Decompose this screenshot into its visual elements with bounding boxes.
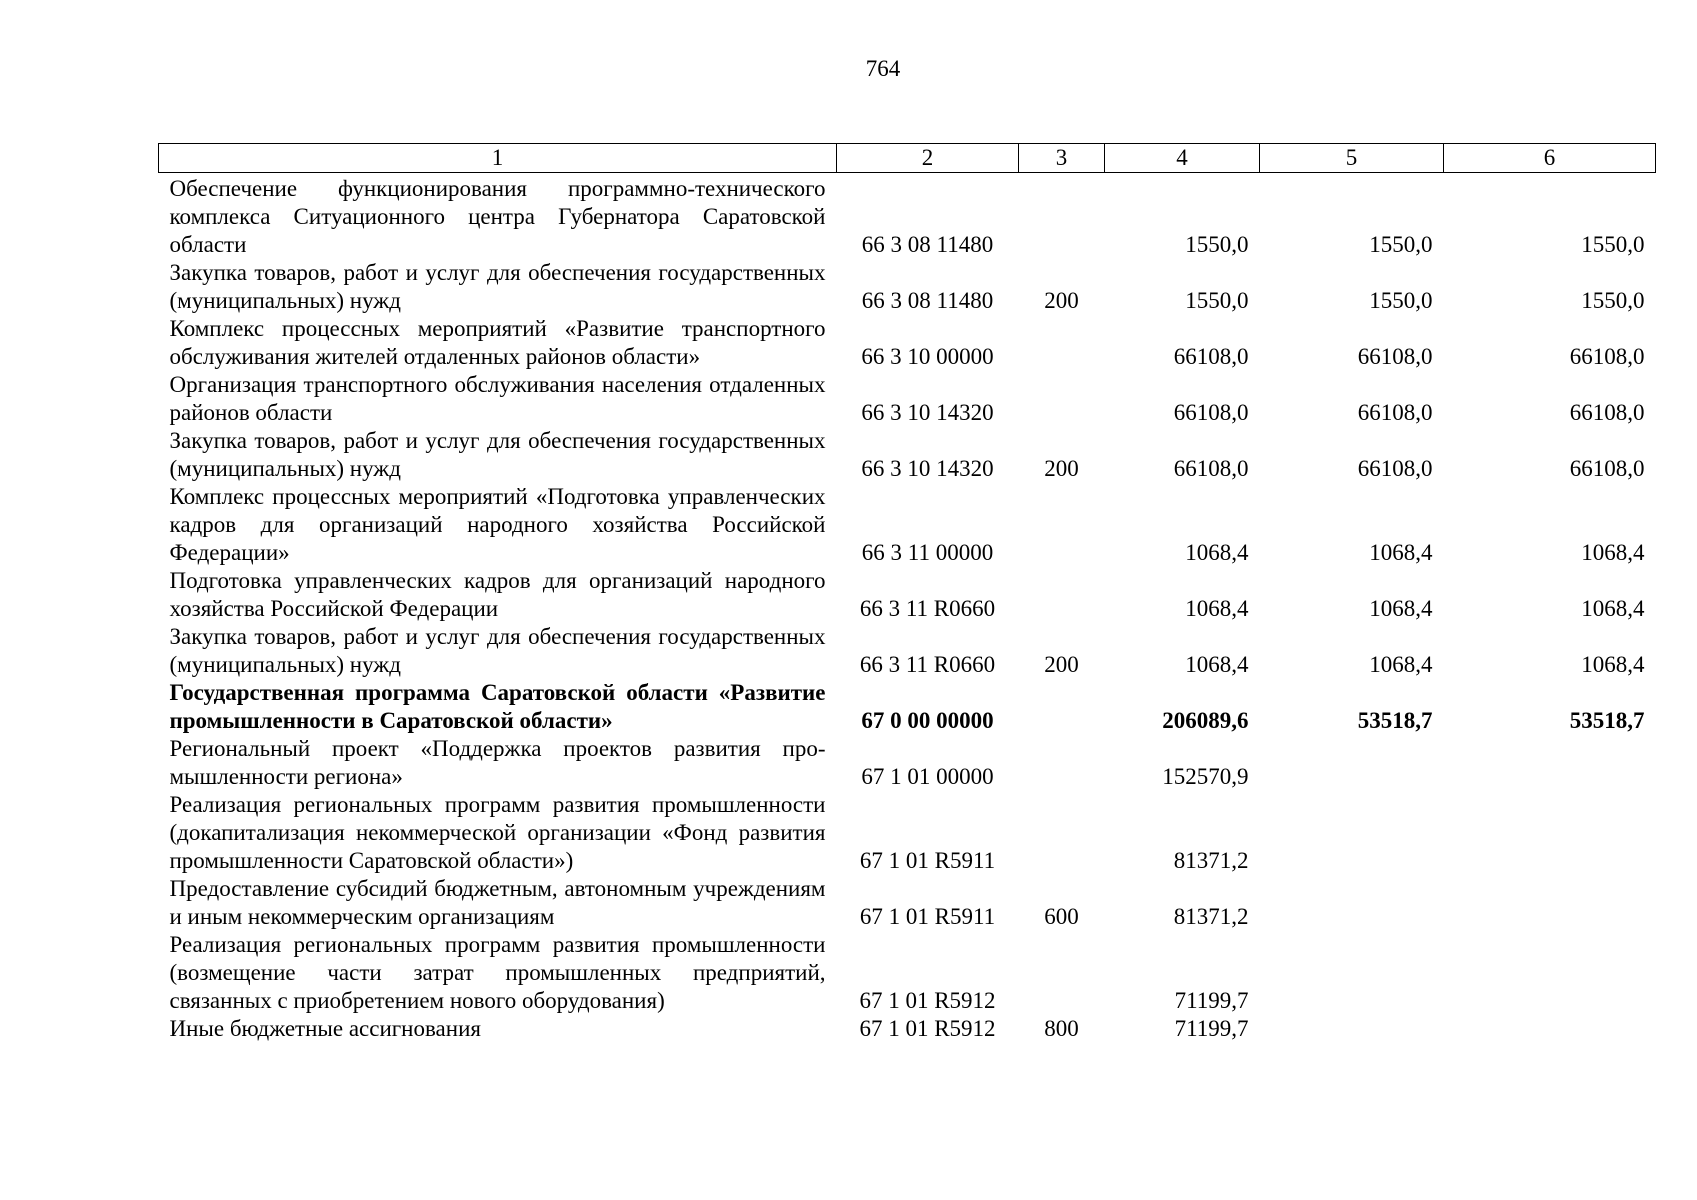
row-value-col6: 66108,0 [1569, 400, 1645, 425]
row-value-col6 [1444, 931, 1656, 1015]
row-expense-type: 800 [1044, 1016, 1079, 1041]
row-value-col4: 66108,0 [1173, 456, 1249, 481]
table-row [159, 173, 1656, 260]
table-row [159, 931, 1656, 1015]
row-value-col4: 206089,6 [1162, 708, 1249, 733]
row-code: 67 1 01 R5911 [859, 904, 996, 929]
table-row [159, 679, 1656, 735]
row-code: 67 1 01 R5912 [859, 988, 996, 1013]
row-name: Реализация региональных программ развития промышленности (возмещение части затрат промышленных предприятий, связанных с приобретением нового оборудования) [169, 932, 826, 1013]
row-value-col5: 66108,0 [1357, 400, 1433, 425]
row-expense-type: 200 [1044, 456, 1079, 481]
table-row [159, 567, 1656, 623]
row-code: 66 3 10 00000 [861, 344, 994, 369]
row-code: 67 1 01 R5911 [859, 848, 996, 873]
column-header: 3 [1019, 144, 1105, 173]
row-value-col5: 1550,0 [1369, 288, 1433, 313]
column-header: 2 [837, 144, 1019, 173]
table-row [159, 483, 1656, 567]
row-code: 66 3 11 R0660 [859, 596, 996, 621]
row-value-col5 [1260, 1015, 1444, 1043]
row-value-col6: 1068,4 [1581, 596, 1645, 621]
row-name: Обеспечение функционирования программно-технического комплекса Ситуационного центра Губернатора Саратовской области [169, 176, 826, 257]
row-expense-type [1019, 735, 1105, 791]
row-value-col4: 81371,2 [1173, 904, 1249, 929]
row-value-col6 [1444, 875, 1656, 931]
row-name: Организация транспортного обслуживания населения отдаленных районов области [169, 372, 826, 425]
row-name: Закупка товаров, работ и услуг для обеспечения государственных (муниципальных) нужд [169, 260, 826, 313]
table-row [159, 735, 1656, 791]
table-row [159, 427, 1656, 483]
row-value-col5: 1068,4 [1369, 652, 1433, 677]
row-expense-type [1019, 679, 1105, 735]
row-value-col6: 1068,4 [1581, 540, 1645, 565]
table-row [159, 1015, 1656, 1043]
row-expense-type [1019, 483, 1105, 567]
row-name: Реализация региональных программ развития промышленности (докапитализация некоммерческой организации «Фонд развития промышленности Саратовской области») [169, 792, 826, 873]
row-value-col5: 66108,0 [1357, 456, 1433, 481]
row-value-col4: 1068,4 [1185, 596, 1249, 621]
row-code: 67 1 01 R5912 [859, 1016, 996, 1041]
row-name: Предоставление субсидий бюджетным, автономным учреждениям и иным некоммерческим организациям [169, 876, 826, 929]
row-expense-type [1019, 791, 1105, 875]
row-value-col6: 1550,0 [1581, 288, 1645, 313]
table-body [159, 173, 1656, 1044]
row-code: 66 3 11 R0660 [859, 652, 996, 677]
row-value-col4: 71199,7 [1174, 988, 1249, 1013]
row-name: Закупка товаров, работ и услуг для обеспечения государственных (муниципальных) нужд [169, 624, 826, 677]
table-row [159, 623, 1656, 679]
row-value-col6: 1550,0 [1581, 232, 1645, 257]
table-row [159, 371, 1656, 427]
row-value-col5 [1260, 791, 1444, 875]
row-value-col4: 71199,7 [1174, 1016, 1249, 1041]
row-value-col6 [1444, 791, 1656, 875]
row-value-col4: 1550,0 [1185, 288, 1249, 313]
row-expense-type [1019, 567, 1105, 623]
row-value-col5: 66108,0 [1357, 344, 1433, 369]
row-value-col5: 53518,7 [1357, 708, 1433, 733]
row-name: Иные бюджетные ассигнования [169, 1016, 481, 1041]
table-row [159, 259, 1656, 315]
row-value-col5: 1068,4 [1369, 540, 1433, 565]
row-code: 66 3 08 11480 [861, 232, 994, 257]
column-header: 5 [1260, 144, 1444, 173]
page-number: 764 [865, 56, 901, 81]
row-value-col4: 1068,4 [1185, 540, 1249, 565]
row-expense-type [1019, 173, 1105, 260]
row-value-col5: 1068,4 [1369, 596, 1433, 621]
row-expense-type [1019, 931, 1105, 1015]
row-value-col5 [1260, 735, 1444, 791]
row-value-col6 [1444, 735, 1656, 791]
row-name: Государственная программа Саратовской области «Развитие промышленности в Саратовской области» [169, 680, 826, 733]
column-header: 4 [1105, 144, 1260, 173]
table-row [159, 875, 1656, 931]
column-header: 6 [1444, 144, 1656, 173]
row-expense-type [1019, 371, 1105, 427]
row-value-col4: 1068,4 [1185, 652, 1249, 677]
row-code: 66 3 10 14320 [861, 400, 994, 425]
row-value-col4: 66108,0 [1173, 344, 1249, 369]
row-value-col4: 81371,2 [1173, 848, 1249, 873]
row-expense-type [1019, 315, 1105, 371]
column-header: 1 [159, 144, 837, 173]
row-value-col6: 66108,0 [1569, 456, 1645, 481]
row-value-col5 [1260, 931, 1444, 1015]
row-expense-type: 200 [1044, 652, 1079, 677]
row-value-col4: 66108,0 [1173, 400, 1249, 425]
row-name: Подготовка управленческих кадров для организаций народного хозяйства Российской Федерации [169, 568, 826, 621]
row-code: 67 0 00 00000 [861, 708, 994, 733]
row-expense-type: 600 [1044, 904, 1079, 929]
row-name: Закупка товаров, работ и услуг для обеспечения государственных (муниципальных) нужд [169, 428, 826, 481]
row-value-col4: 1550,0 [1185, 232, 1249, 257]
row-code: 66 3 11 00000 [861, 540, 994, 565]
row-code: 67 1 01 00000 [861, 764, 994, 789]
row-code: 66 3 08 11480 [861, 288, 994, 313]
column-number-row [159, 144, 1656, 173]
row-value-col6: 1068,4 [1581, 652, 1645, 677]
row-value-col5 [1260, 875, 1444, 931]
row-value-col4: 152570,9 [1162, 764, 1249, 789]
budget-table [158, 143, 1656, 1043]
row-code: 66 3 10 14320 [861, 456, 994, 481]
row-name: Региональный проект «Поддержка проектов развития промышленности региона» [169, 736, 826, 789]
table-row [159, 791, 1656, 875]
row-value-col6: 53518,7 [1569, 708, 1645, 733]
row-value-col6: 66108,0 [1569, 344, 1645, 369]
row-name: Комплекс процессных мероприятий «Развитие транспортного обслуживания жителей отдаленных районов области» [169, 316, 826, 369]
row-value-col5: 1550,0 [1369, 232, 1433, 257]
table-row [159, 315, 1656, 371]
row-value-col6 [1444, 1015, 1656, 1043]
row-name: Комплекс процессных мероприятий «Подготовка управленческих кадров для организаций народного хозяйства Российской Федерации» [169, 484, 826, 565]
row-expense-type: 200 [1044, 288, 1079, 313]
